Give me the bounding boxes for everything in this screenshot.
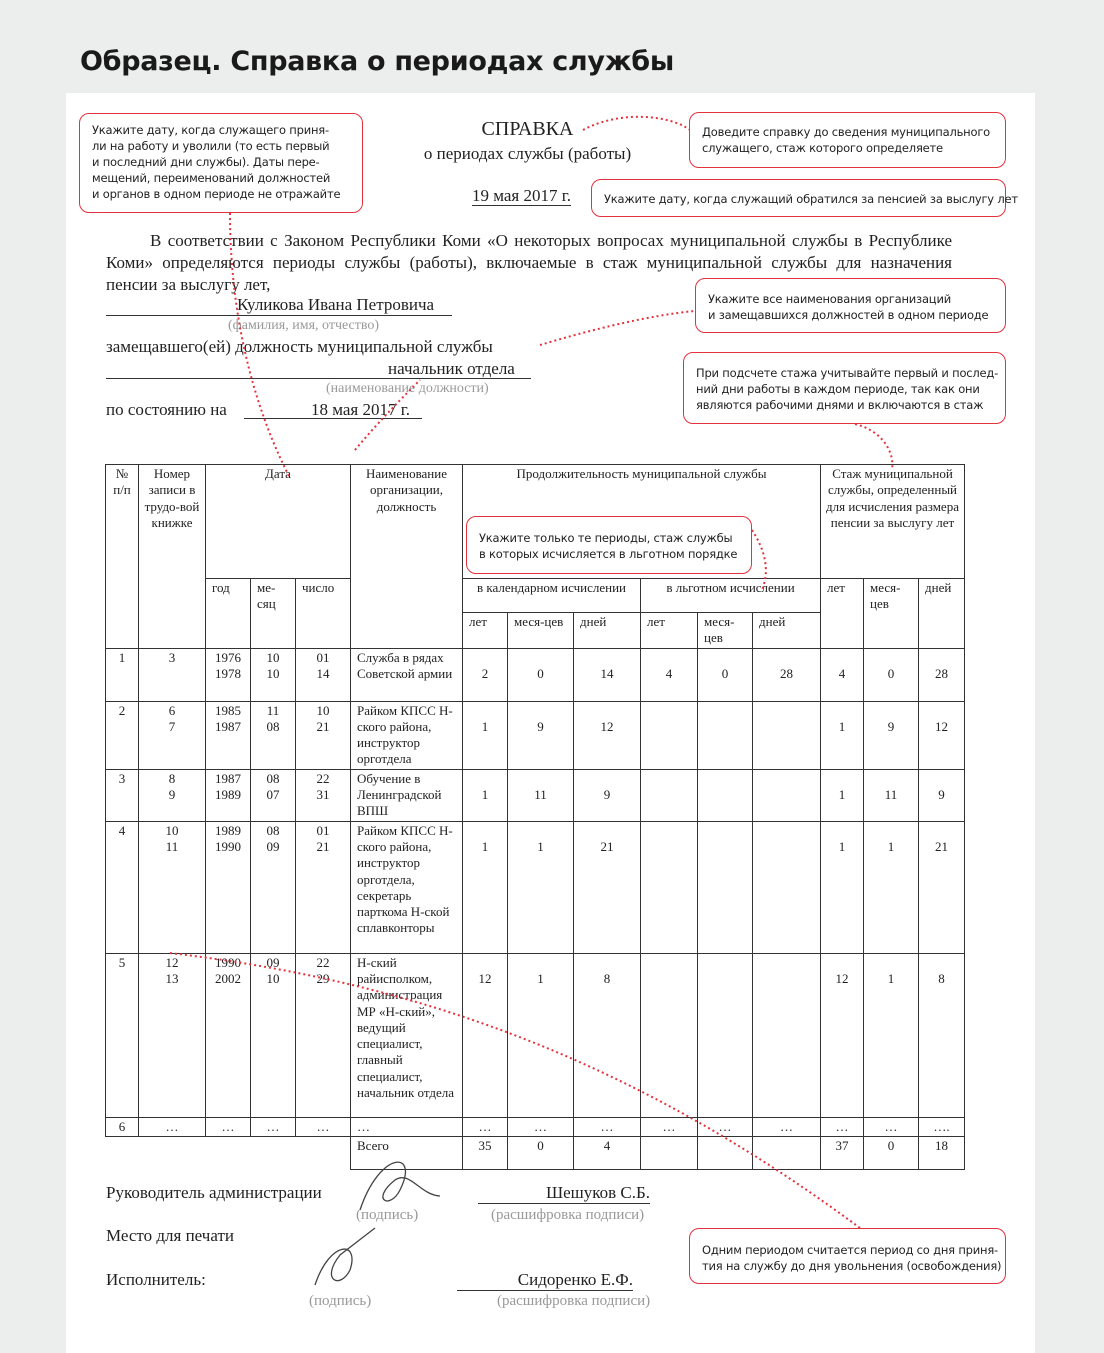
table-cell: 09 10 <box>251 953 296 1117</box>
as-of-label: по состоянию на <box>106 400 227 419</box>
table-cell: 6 <box>106 1117 139 1136</box>
table-cell: 5 <box>106 953 139 1117</box>
table-cell: … <box>821 1117 864 1136</box>
header-stazh-days: дней <box>919 579 965 649</box>
table-cell: … <box>463 1117 508 1136</box>
position-label: замещавшего(ей) должность муниципальной службы <box>106 337 493 356</box>
table-cell <box>698 769 753 821</box>
table-cell: 1990 2002 <box>206 953 251 1117</box>
callout-lgot: Укажите только те периоды, стаж службы в которых исчисляется в льготном порядке <box>466 516 752 574</box>
callout-one-period: Одним периодом считается период со дня приня- тия на службу до дня увольнения (освобождения) <box>689 1228 1006 1284</box>
table-cell: … <box>206 1117 251 1136</box>
head-name: Шешуков С.Б. <box>478 1183 650 1204</box>
total-cell: 18 <box>919 1136 965 1169</box>
table-cell <box>753 821 821 953</box>
doc-date: 19 мая 2017 г. <box>472 186 572 205</box>
table-cell: 1 <box>106 648 139 701</box>
total-label: Всего <box>351 1136 463 1169</box>
table-cell: 1987 1989 <box>206 769 251 821</box>
exec-name: Сидоренко Е.Ф. <box>457 1270 633 1291</box>
table-cell: 12 <box>574 701 641 769</box>
table-cell: … <box>139 1117 206 1136</box>
table-cell: 2 <box>463 648 508 701</box>
header-stazh: Стаж муниципальной службы, определенный для исчисления размера пенсии за выслугу лет <box>821 465 965 579</box>
table-cell: 14 <box>574 648 641 701</box>
total-cell <box>698 1136 753 1169</box>
table-cell: 1 <box>821 769 864 821</box>
table-cell: 08 09 <box>251 821 296 953</box>
total-cell: 37 <box>821 1136 864 1169</box>
table-cell: … <box>864 1117 919 1136</box>
header-duration: Продолжительность муниципальной службы <box>463 465 821 579</box>
header-month: ме-сяц <box>251 579 296 649</box>
header-cal-years: лет <box>463 613 508 649</box>
head-sign-hint: (подпись) <box>356 1207 419 1223</box>
table-cell <box>753 953 821 1117</box>
table-cell: 9 <box>919 769 965 821</box>
callout-inform: Доведите справку до сведения муниципального служащего, стаж которого определяете <box>689 112 1006 168</box>
table-cell: …. <box>919 1117 965 1136</box>
table-cell: … <box>296 1117 351 1136</box>
callout-org-names: Укажите все наименования организаций и замещавшихся должностей в одном периоде <box>695 278 1006 333</box>
table-cell: 10 10 <box>251 648 296 701</box>
table-cell <box>641 821 698 953</box>
table-cell: 21 <box>919 821 965 953</box>
total-cell: 4 <box>574 1136 641 1169</box>
exec-sign-hint: (подпись) <box>309 1293 372 1309</box>
table-cell: … <box>251 1117 296 1136</box>
total-cell: 0 <box>508 1136 574 1169</box>
table-cell: 12 13 <box>139 953 206 1117</box>
head-decode-hint: (расшифровка подписи) <box>491 1207 645 1223</box>
table-cell: … <box>753 1117 821 1136</box>
table-cell: 8 <box>919 953 965 1117</box>
table-cell: 9 <box>574 769 641 821</box>
table-cell: 0 <box>864 648 919 701</box>
header-no: № п/п <box>106 465 139 649</box>
as-of-date: 18 мая 2017 г. <box>311 400 411 419</box>
table-row <box>106 648 965 701</box>
table-cell: 9 <box>508 701 574 769</box>
table-cell: 4 <box>821 648 864 701</box>
table-cell: 6 7 <box>139 701 206 769</box>
table-cell: Служба в рядах Советской армии <box>351 648 463 701</box>
table-cell: 08 07 <box>251 769 296 821</box>
header-lgot-years: лет <box>641 613 698 649</box>
table-cell: 1 <box>463 821 508 953</box>
table-cell: 1 <box>864 821 919 953</box>
header-cal-months: меся-цев <box>508 613 574 649</box>
intro-text: В соответствии с Законом Республики Коми «О некоторых вопросах муниципальной службы в Республике Коми» определяются периоды службы (работы), включаемые в стаж муниципальной службы для назначения пенсии за выслугу лет, <box>106 231 952 294</box>
table-cell: 01 21 <box>296 821 351 953</box>
total-cell: 0 <box>864 1136 919 1169</box>
table-row <box>106 821 965 953</box>
table-cell: 1 <box>864 953 919 1117</box>
table-row <box>106 953 965 1117</box>
table-cell: 4 <box>106 821 139 953</box>
table-cell: 9 <box>864 701 919 769</box>
table-cell: 12 <box>919 701 965 769</box>
table-cell: 1976 1978 <box>206 648 251 701</box>
name-hint: (фамилия, имя, отчество) <box>228 318 380 333</box>
table-cell: … <box>641 1117 698 1136</box>
table-cell: 12 <box>463 953 508 1117</box>
callout-first-last-days: При подсчете стажа учитывайте первый и послед- ний дни работы в каждом периоде, так как они являются рабочими днями и включаются в стаж <box>683 352 1006 424</box>
table-cell: 1 <box>508 953 574 1117</box>
table-cell <box>698 701 753 769</box>
table-cell: … <box>574 1117 641 1136</box>
header-record: Номер записи в трудо-вой книжке <box>139 465 206 649</box>
table-row <box>106 1117 965 1136</box>
table-cell: 1 <box>508 821 574 953</box>
head-label: Руководитель администрации <box>106 1183 322 1202</box>
table-cell: 11 <box>508 769 574 821</box>
employee-name: Куликова Ивана Петровича <box>237 295 435 314</box>
exec-decode-hint: (расшифровка подписи) <box>497 1293 651 1309</box>
table-cell: 28 <box>919 648 965 701</box>
table-cell <box>641 701 698 769</box>
table-cell: 11 <box>864 769 919 821</box>
table-cell: 28 <box>753 648 821 701</box>
table-cell: 22 31 <box>296 769 351 821</box>
table-cell: 0 <box>698 648 753 701</box>
header-stazh-years: лет <box>821 579 864 649</box>
table-cell: 1985 1987 <box>206 701 251 769</box>
doc-heading: СПРАВКА <box>481 118 574 140</box>
callout-date-applied: Укажите дату, когда служащий обратился за пенсией за выслугу лет <box>591 179 1006 217</box>
table-cell: 1 <box>821 821 864 953</box>
position-hint: (наименование должности) <box>326 381 489 396</box>
table-cell <box>753 701 821 769</box>
header-lgot-days: дней <box>753 613 821 649</box>
table-cell <box>641 769 698 821</box>
table-cell <box>698 953 753 1117</box>
table-cell: 11 08 <box>251 701 296 769</box>
table-cell: 12 <box>821 953 864 1117</box>
doc-subheading: о периодах службы (работы) <box>423 144 632 163</box>
position-value: начальник отдела <box>388 359 515 378</box>
header-year: год <box>206 579 251 649</box>
table-cell: 3 <box>139 648 206 701</box>
table-cell: 1 <box>821 701 864 769</box>
table-cell: 4 <box>641 648 698 701</box>
page-title: Образец. Справка о периодах службы <box>80 46 674 77</box>
total-cell <box>641 1136 698 1169</box>
table-cell: 0 <box>508 648 574 701</box>
table-cell: Райком КПСС Н-ского района, инструктор орготдела, секретарь парткома Н-ской сплавконторы <box>351 821 463 953</box>
header-day: число <box>296 579 351 649</box>
table-cell: 1 <box>463 769 508 821</box>
table-cell: … <box>351 1117 463 1136</box>
table-cell: 21 <box>574 821 641 953</box>
table-cell: 10 11 <box>139 821 206 953</box>
table-cell <box>698 821 753 953</box>
table-cell: Н-ский райисполком, администрация МР «Н-ский», ведущий специалист, главный специалист, начальник отдела <box>351 953 463 1117</box>
table-cell: 22 29 <box>296 953 351 1117</box>
table-cell <box>641 953 698 1117</box>
header-org: Наименование организации, должность <box>351 465 463 649</box>
callout-dates: Укажите дату, когда служащего приня- ли на работу и уволили (то есть первый и последний дни службы). Даты пере- мещений, переименований должностей и органов в одном периоде не отражайте <box>79 113 363 213</box>
exec-label: Исполнитель: <box>106 1270 206 1289</box>
table-cell: 01 14 <box>296 648 351 701</box>
total-row <box>106 1136 965 1169</box>
header-calendar: в календарном исчислении <box>463 579 641 613</box>
table-cell: Райком КПСС Н-ского района, инструктор орготдела <box>351 701 463 769</box>
table-cell: 1 <box>463 701 508 769</box>
table-cell: 3 <box>106 769 139 821</box>
header-date: Дата <box>206 465 351 579</box>
table-cell: 10 21 <box>296 701 351 769</box>
table-cell: … <box>508 1117 574 1136</box>
stamp-label: Место для печати <box>106 1226 234 1245</box>
table-row <box>106 701 965 769</box>
total-cell: 35 <box>463 1136 508 1169</box>
table-cell: … <box>698 1117 753 1136</box>
table-cell: 2 <box>106 701 139 769</box>
table-cell: 1989 1990 <box>206 821 251 953</box>
table-row <box>106 769 965 821</box>
header-lgot-months: меся-цев <box>698 613 753 649</box>
header-cal-days: дней <box>574 613 641 649</box>
header-lgot: в льготном исчислении <box>641 579 821 613</box>
header-stazh-months: меся-цев <box>864 579 919 649</box>
table-cell: 8 9 <box>139 769 206 821</box>
total-cell <box>753 1136 821 1169</box>
table-cell: Обучение в Ленинградской ВПШ <box>351 769 463 821</box>
table-cell: 8 <box>574 953 641 1117</box>
table-cell <box>753 769 821 821</box>
